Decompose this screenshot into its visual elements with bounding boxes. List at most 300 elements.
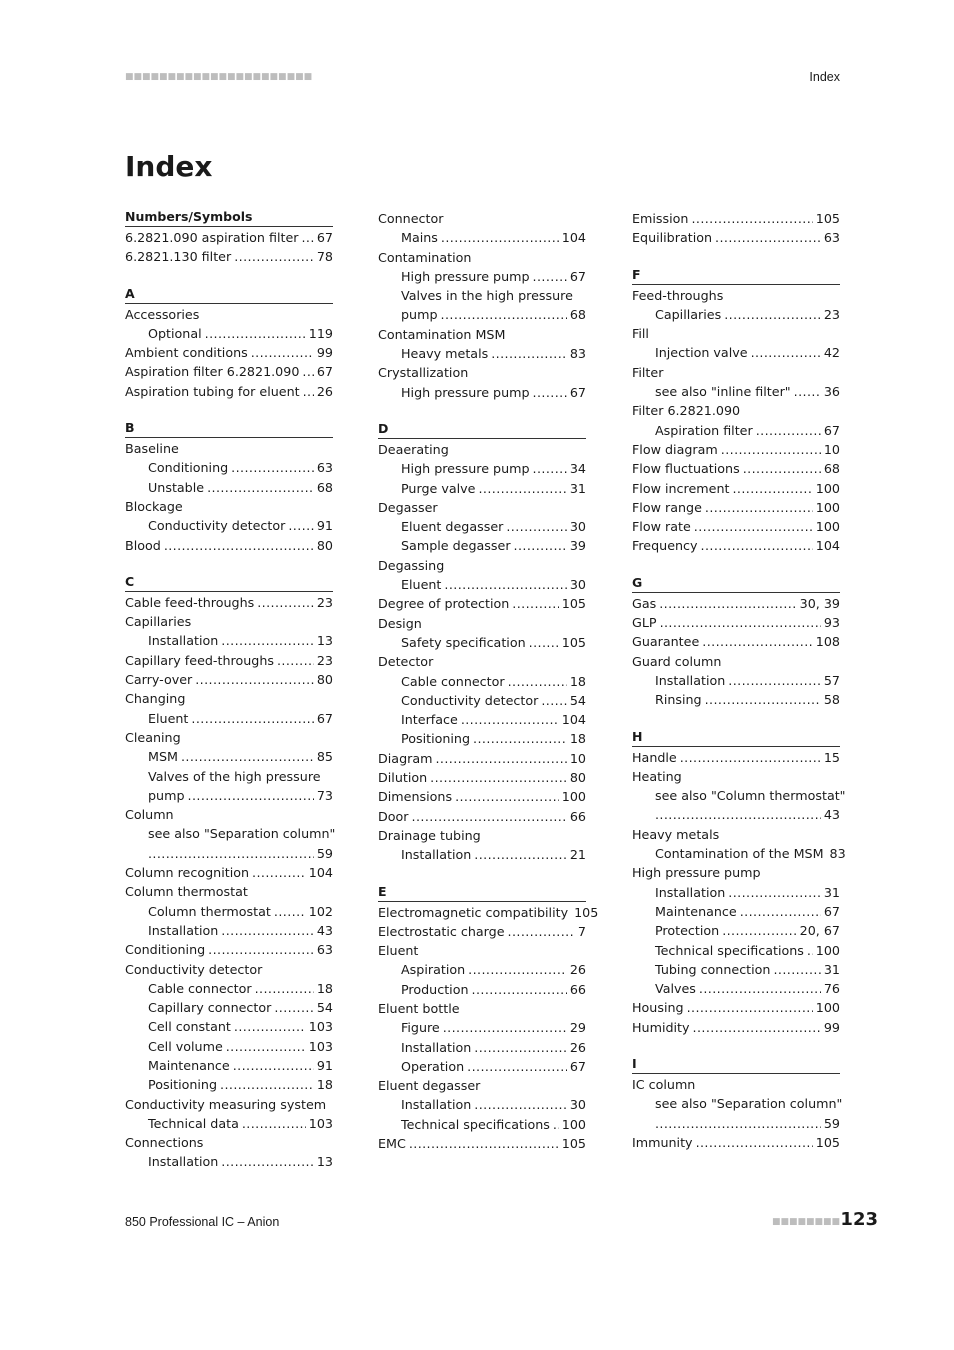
entry-term: see also "Separation column" [655,1096,843,1112]
entry-page-ref: 26 [569,1039,586,1055]
entry-page-ref: 59 [823,1115,840,1131]
entry-term: Column recognition [125,865,250,881]
entry-term: Eluent degasser [401,519,504,535]
dot-leader [242,1114,306,1133]
dot-leader [794,382,821,401]
index-entry [125,805,333,824]
index-entry [378,922,586,941]
index-entry [125,228,333,247]
entry-term: IC column [632,1076,696,1092]
entry-term: Design [378,615,422,631]
entry-page-ref: 100 [815,942,840,958]
index-subentry [632,343,840,362]
header-decoration: ■■■■■■■■■■■■■■■■■■■■■■ [125,72,313,82]
entry-page-ref: 119 [308,325,333,341]
entry-term: Heavy metals [401,346,489,362]
index-entry [125,728,333,747]
dot-leader [467,1057,567,1076]
entry-term: Conductivity detector [148,518,286,534]
entry-page-ref: 23 [316,652,333,668]
index-entry [125,362,333,381]
entry-term: Contamination MSM [378,326,506,342]
entry-term: Door [378,808,409,824]
index-entry [378,248,586,267]
entry-term: Degasser [378,499,438,515]
index-entry [632,459,840,478]
page-number: 123 [840,1209,878,1230]
index-entry [378,807,586,826]
entry-page-ref: 54 [316,1000,333,1016]
entry-page-ref: 36 [823,384,840,400]
entry-page-ref: 63 [316,942,333,958]
entry-term: see also "Separation column" [148,826,336,842]
dot-leader [705,498,813,517]
entry-term: Injection valve [655,345,748,361]
entry-term: Fill [632,326,649,342]
dot-leader [691,209,812,228]
entry-page-ref: 67 [316,230,333,245]
index-entry [125,651,333,670]
index-entry [125,960,333,979]
index-subentry [378,459,586,478]
index-subentry [378,286,586,305]
dot-leader [226,1037,306,1056]
entry-term: High pressure pump [632,865,761,881]
index-column-2 [378,209,599,1172]
index-subentry [125,921,333,940]
entry-term: Contamination of the MSM [655,846,824,862]
dot-leader [721,440,821,459]
entry-term: Installation [401,847,472,863]
entry-page-ref: 100 [561,789,586,805]
entry-term: Carry-over [125,672,193,688]
index-entry [125,247,333,266]
dot-leader [191,709,313,728]
entry-page-ref: 100 [815,519,840,535]
dot-leader [474,845,567,864]
dot-leader [756,421,821,440]
entry-page-ref: 59 [316,845,333,861]
entry-page-ref: 80 [569,770,586,786]
index-subentry [125,709,333,728]
index-entry [378,614,586,633]
entry-term: Cell constant [148,1019,231,1035]
section-heading: F [632,267,840,285]
entry-term: EMC [378,1136,406,1152]
entry-term: Conductivity measuring system [125,1096,327,1112]
dot-leader [478,479,566,498]
dot-leader [303,382,314,401]
dot-leader [659,594,796,613]
entry-term: Filter [632,364,664,380]
entry-page-ref: 23 [823,306,840,322]
section-heading: G [632,575,840,593]
entry-term: Operation [401,1058,465,1074]
entry-term: Technical specifications [401,1116,550,1132]
entry-term: Crystallization [378,365,469,381]
entry-term: Figure [401,1020,440,1036]
entry-page-ref: 31 [569,480,586,496]
entry-page-ref: 102 [308,903,333,919]
section-heading: I [632,1056,840,1074]
entry-page-ref: 20, 67 [799,923,840,939]
entry-page-ref: 104 [815,538,840,554]
index-subentry [378,960,586,979]
dot-leader [687,998,813,1017]
entry-page-ref: 80 [316,672,333,688]
index-subentry [378,1057,586,1076]
index-entry [632,401,840,420]
index-section [125,209,333,267]
dot-leader [722,921,796,940]
dot-leader [188,786,314,805]
index-subentry [632,671,840,690]
index-entry [125,343,333,362]
entry-term: Ambient conditions [125,345,248,361]
dot-leader [148,844,314,863]
index-subentry [125,1075,333,1094]
dot-leader [694,517,813,536]
index-subentry [378,1018,586,1037]
entry-page-ref: 67 [823,903,840,919]
entry-term: Flow increment [632,480,730,496]
entry-term: Filter 6.2821.090 [632,403,741,419]
dot-leader [301,228,313,247]
index-subentry [632,902,840,921]
entry-page-ref: 66 [569,981,586,997]
dot-leader [220,1075,314,1094]
entry-term: Diagram [378,750,433,766]
entry-term: Rinsing [655,692,702,708]
entry-page-ref: 85 [316,749,333,765]
dot-leader [255,979,314,998]
entry-term: pump [148,787,185,803]
entry-page-ref: 10 [823,441,840,457]
index-entry [378,787,586,806]
entry-term: Installation [148,922,219,938]
entry-page-ref: 104 [561,712,586,728]
entry-term: Aspiration [401,962,466,978]
entry-term: Conductivity detector [125,961,263,977]
entry-term: Column thermostat [148,903,271,919]
index-entry [632,286,840,305]
index-entry [378,1134,586,1153]
entry-term: Flow fluctuations [632,461,740,477]
index-section [632,209,840,248]
dot-leader [533,267,567,286]
index-entry [632,209,840,228]
index-section [632,728,846,1037]
index-subentry [125,824,336,843]
index-entry [632,998,840,1017]
dot-leader [251,343,314,362]
index-subentry [632,805,840,824]
entry-term: Aspiration filter [655,422,753,438]
index-subentry [632,960,840,979]
index-entry [125,305,333,324]
index-subentry [632,1094,843,1113]
index-entry [125,497,333,516]
entry-page-ref: 15 [823,749,840,765]
entry-term: Cable connector [401,673,505,689]
index-entry [378,749,586,768]
index-subentry [378,305,586,324]
dot-leader [732,479,812,498]
entry-page-ref: 108 [815,634,840,650]
entry-page-ref: 83 [569,346,586,362]
entry-page-ref: 91 [316,1057,333,1073]
index-subentry [125,767,333,786]
entry-term: Eluent [148,710,189,726]
entry-page-ref: 93 [823,615,840,631]
index-section [378,883,599,1154]
entry-page-ref: 73 [316,787,333,803]
entry-term: Capillary feed-throughs [125,652,274,668]
index-entry [125,689,333,708]
index-subentry [378,383,586,402]
entry-term: Mains [401,230,438,246]
dot-leader [234,1017,306,1036]
index-subentry [632,941,840,960]
entry-page-ref: 76 [823,981,840,997]
entry-page-ref: 13 [316,1154,333,1170]
entry-term: Safety specification [401,634,526,650]
entry-term: Valves of the high pressure [148,768,321,784]
section-heading: Numbers/Symbols [125,209,333,227]
entry-term: Column thermostat [125,884,248,900]
index-entry [125,1095,333,1114]
entry-term: Degassing [378,557,445,573]
index-entry [632,825,840,844]
index-subentry [125,516,333,535]
entry-term: Installation [655,672,726,688]
dot-leader [430,768,567,787]
entry-page-ref: 21 [569,847,586,863]
entry-term: Conductivity detector [401,692,539,708]
entry-term: Installation [401,1039,472,1055]
index-entry [378,556,586,575]
entry-term: Heavy metals [632,826,720,842]
entry-page-ref: 78 [316,249,333,265]
entry-term: Maintenance [148,1057,230,1073]
entry-page-ref: 105 [815,211,840,226]
entry-term: Connections [125,1135,204,1151]
entry-term: Interface [401,712,458,728]
entry-term: Positioning [148,1077,218,1093]
entry-term: Unstable [148,479,205,495]
index-entry [125,882,333,901]
dot-leader [455,787,559,806]
dot-leader [715,228,821,247]
index-entry [632,1075,840,1094]
entry-term: Aspiration tubing for eluent [125,383,300,399]
entry-page-ref: 7 [577,923,586,939]
entry-page-ref: 83 [829,846,846,862]
dot-leader [724,305,821,324]
index-entry [632,863,840,882]
index-subentry [378,344,586,363]
index-subentry [125,786,333,805]
entry-term: Immunity [632,1134,693,1150]
index-subentry [125,844,333,863]
index-section [632,267,840,556]
dot-leader [231,458,314,477]
dot-leader [699,979,821,998]
entry-term: Conditioning [125,942,206,958]
index-entry [632,536,840,555]
entry-page-ref: 67 [569,268,586,284]
dot-leader [728,883,821,902]
index-subentry [632,979,840,998]
index-section [125,286,333,401]
index-subentry [378,710,586,729]
dot-leader [705,690,821,709]
entry-page-ref: 105 [574,904,599,920]
index-subentry [378,517,586,536]
index-subentry [125,324,333,343]
entry-page-ref: 105 [815,1134,840,1150]
entry-term: Cable feed-throughs [125,594,255,610]
entry-term: Flow rate [632,519,691,535]
entry-page-ref: 68 [823,461,840,477]
entry-term: Humidity [632,1019,690,1035]
entry-term: Production [401,981,469,997]
dot-leader [655,805,821,824]
dot-leader [702,632,813,651]
index-entry [632,652,840,671]
entry-term: Detector [378,654,434,670]
index-subentry [378,1095,586,1114]
entry-term: Changing [125,691,186,707]
dot-leader [302,362,313,381]
entry-page-ref: 104 [308,865,333,881]
dot-leader [473,729,567,748]
entry-term: Installation [655,884,726,900]
index-entry [378,325,586,344]
entry-page-ref: 100 [815,480,840,496]
entry-page-ref: 30 [569,519,586,535]
index-subentry [632,921,840,940]
index-entry [125,1133,333,1152]
dot-leader [701,536,813,555]
index-subentry [125,902,333,921]
dot-leader [441,228,559,247]
dot-leader [660,613,821,632]
index-subentry [125,478,333,497]
dot-leader [468,960,567,979]
index-subentry [378,1115,586,1134]
dot-leader [728,671,821,690]
index-entry [378,903,599,922]
entry-term: Technical specifications [655,942,804,958]
entry-page-ref: 67 [823,422,840,438]
dot-leader [740,902,821,921]
entry-term: High pressure pump [401,461,530,477]
entry-page-ref: 34 [569,461,586,477]
dot-leader [443,1018,567,1037]
dot-leader [474,1095,567,1114]
dot-leader [252,863,306,882]
index-subentry [125,1114,333,1133]
index-subentry [125,1152,333,1171]
entry-term: Feed-throughs [632,287,724,303]
entry-page-ref: 66 [569,808,586,824]
entry-term: 6.2821.090 aspiration filter [125,230,299,245]
index-entry [632,1133,840,1152]
dot-leader [221,631,314,650]
entry-term: Blood [125,537,161,553]
entry-page-ref: 30 [569,1097,586,1113]
entry-term: GLP [632,615,657,631]
entry-page-ref: 103 [308,1115,333,1131]
index-entry [632,767,840,786]
index-entry [632,498,840,517]
index-entry [378,826,586,845]
entry-page-ref: 67 [316,710,333,726]
entry-page-ref: 58 [823,692,840,708]
dot-leader [288,516,313,535]
entry-term: Protection [655,923,720,939]
entry-term: Electromagnetic compatibility [378,904,569,920]
entry-page-ref: 105 [561,596,586,612]
dot-leader [234,247,314,266]
index-entry [378,768,586,787]
entry-term: Housing [632,1000,684,1016]
index-subentry [378,691,586,710]
entry-page-ref: 67 [569,1058,586,1074]
entry-term: Electrostatic charge [378,923,505,939]
entry-term: Maintenance [655,903,737,919]
dot-leader [233,1056,314,1075]
entry-page-ref: 13 [316,633,333,649]
dot-leader [696,1133,813,1152]
dot-leader [257,593,314,612]
index-subentry [125,998,333,1017]
entry-term: High pressure pump [401,268,530,284]
index-entry [378,498,586,517]
entry-term: Cleaning [125,729,181,745]
footer-decoration: ■■■■■■■■ [771,1217,840,1227]
entry-term: Valves [655,981,696,997]
running-header-section: Index [809,70,840,84]
entry-page-ref: 105 [561,634,586,650]
entry-page-ref: 23 [316,594,333,610]
index-entry [125,940,333,959]
entry-term: Installation [148,1154,219,1170]
footer-product-name: 850 Professional IC – Anion [125,1215,280,1229]
section-heading: E [378,884,586,902]
index-subentry [125,747,333,766]
entry-term: Capillary connector [148,1000,272,1016]
entry-page-ref: 18 [569,731,586,747]
entry-page-ref: 99 [316,345,333,361]
dot-leader [533,459,567,478]
dot-leader [773,960,820,979]
index-subentry [125,1037,333,1056]
dot-leader [412,807,567,826]
index-subentry [125,1017,333,1036]
index-subentry [125,631,333,650]
index-entry [632,632,840,651]
dot-leader [208,940,314,959]
entry-term: see also "inline filter" [655,384,791,400]
index-entry [378,1076,586,1095]
index-column-1 [125,209,336,1191]
dot-leader [181,747,314,766]
entry-page-ref: 43 [316,922,333,938]
index-entry [378,594,586,613]
index-section [632,575,840,710]
